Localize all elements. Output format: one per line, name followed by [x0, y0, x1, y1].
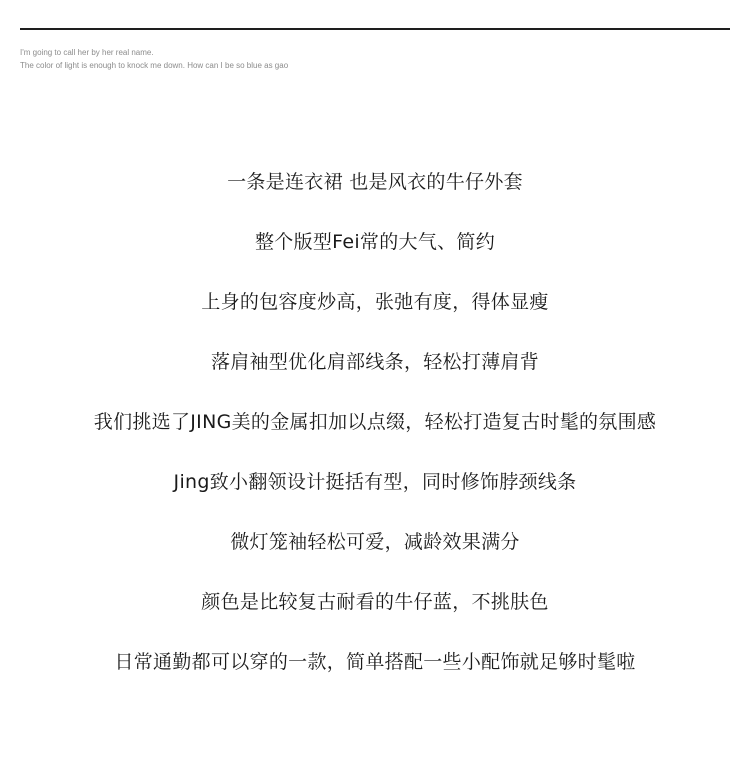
tagline-line-2: The color of light is enough to knock me down. How can I be so blue as gao [20, 61, 289, 70]
description-line: 颜色是比较复古耐看的牛仔蓝，不挑肤色 [201, 590, 549, 613]
description-line: 一条是连衣裙 也是风衣的牛仔外套 [227, 170, 523, 193]
description-line: 落肩袖型优化肩部线条，轻松打薄肩背 [210, 350, 540, 373]
top-divider [20, 28, 730, 30]
description-line: 整个版型Fei常的大气、简约 [254, 230, 496, 253]
description-line: 我们挑选了JING美的金属扣加以点缀，轻松打造复古时髦的氛围感 [93, 410, 657, 433]
description-line: 上身的包容度炒高，张弛有度，得体显瘦 [201, 290, 549, 313]
description-line: 日常通勤都可以穿的一款，简单搭配一些小配饰就足够时髦啦 [114, 650, 636, 673]
product-description [0, 150, 750, 690]
description-line: Jing致小翻领设计挺括有型，同时修饰脖颈线条 [173, 470, 577, 493]
description-line: 微灯笼袖轻松可爱，减龄效果满分 [230, 530, 520, 553]
tagline-line-1: I'm going to call her by her real name. [20, 48, 154, 57]
